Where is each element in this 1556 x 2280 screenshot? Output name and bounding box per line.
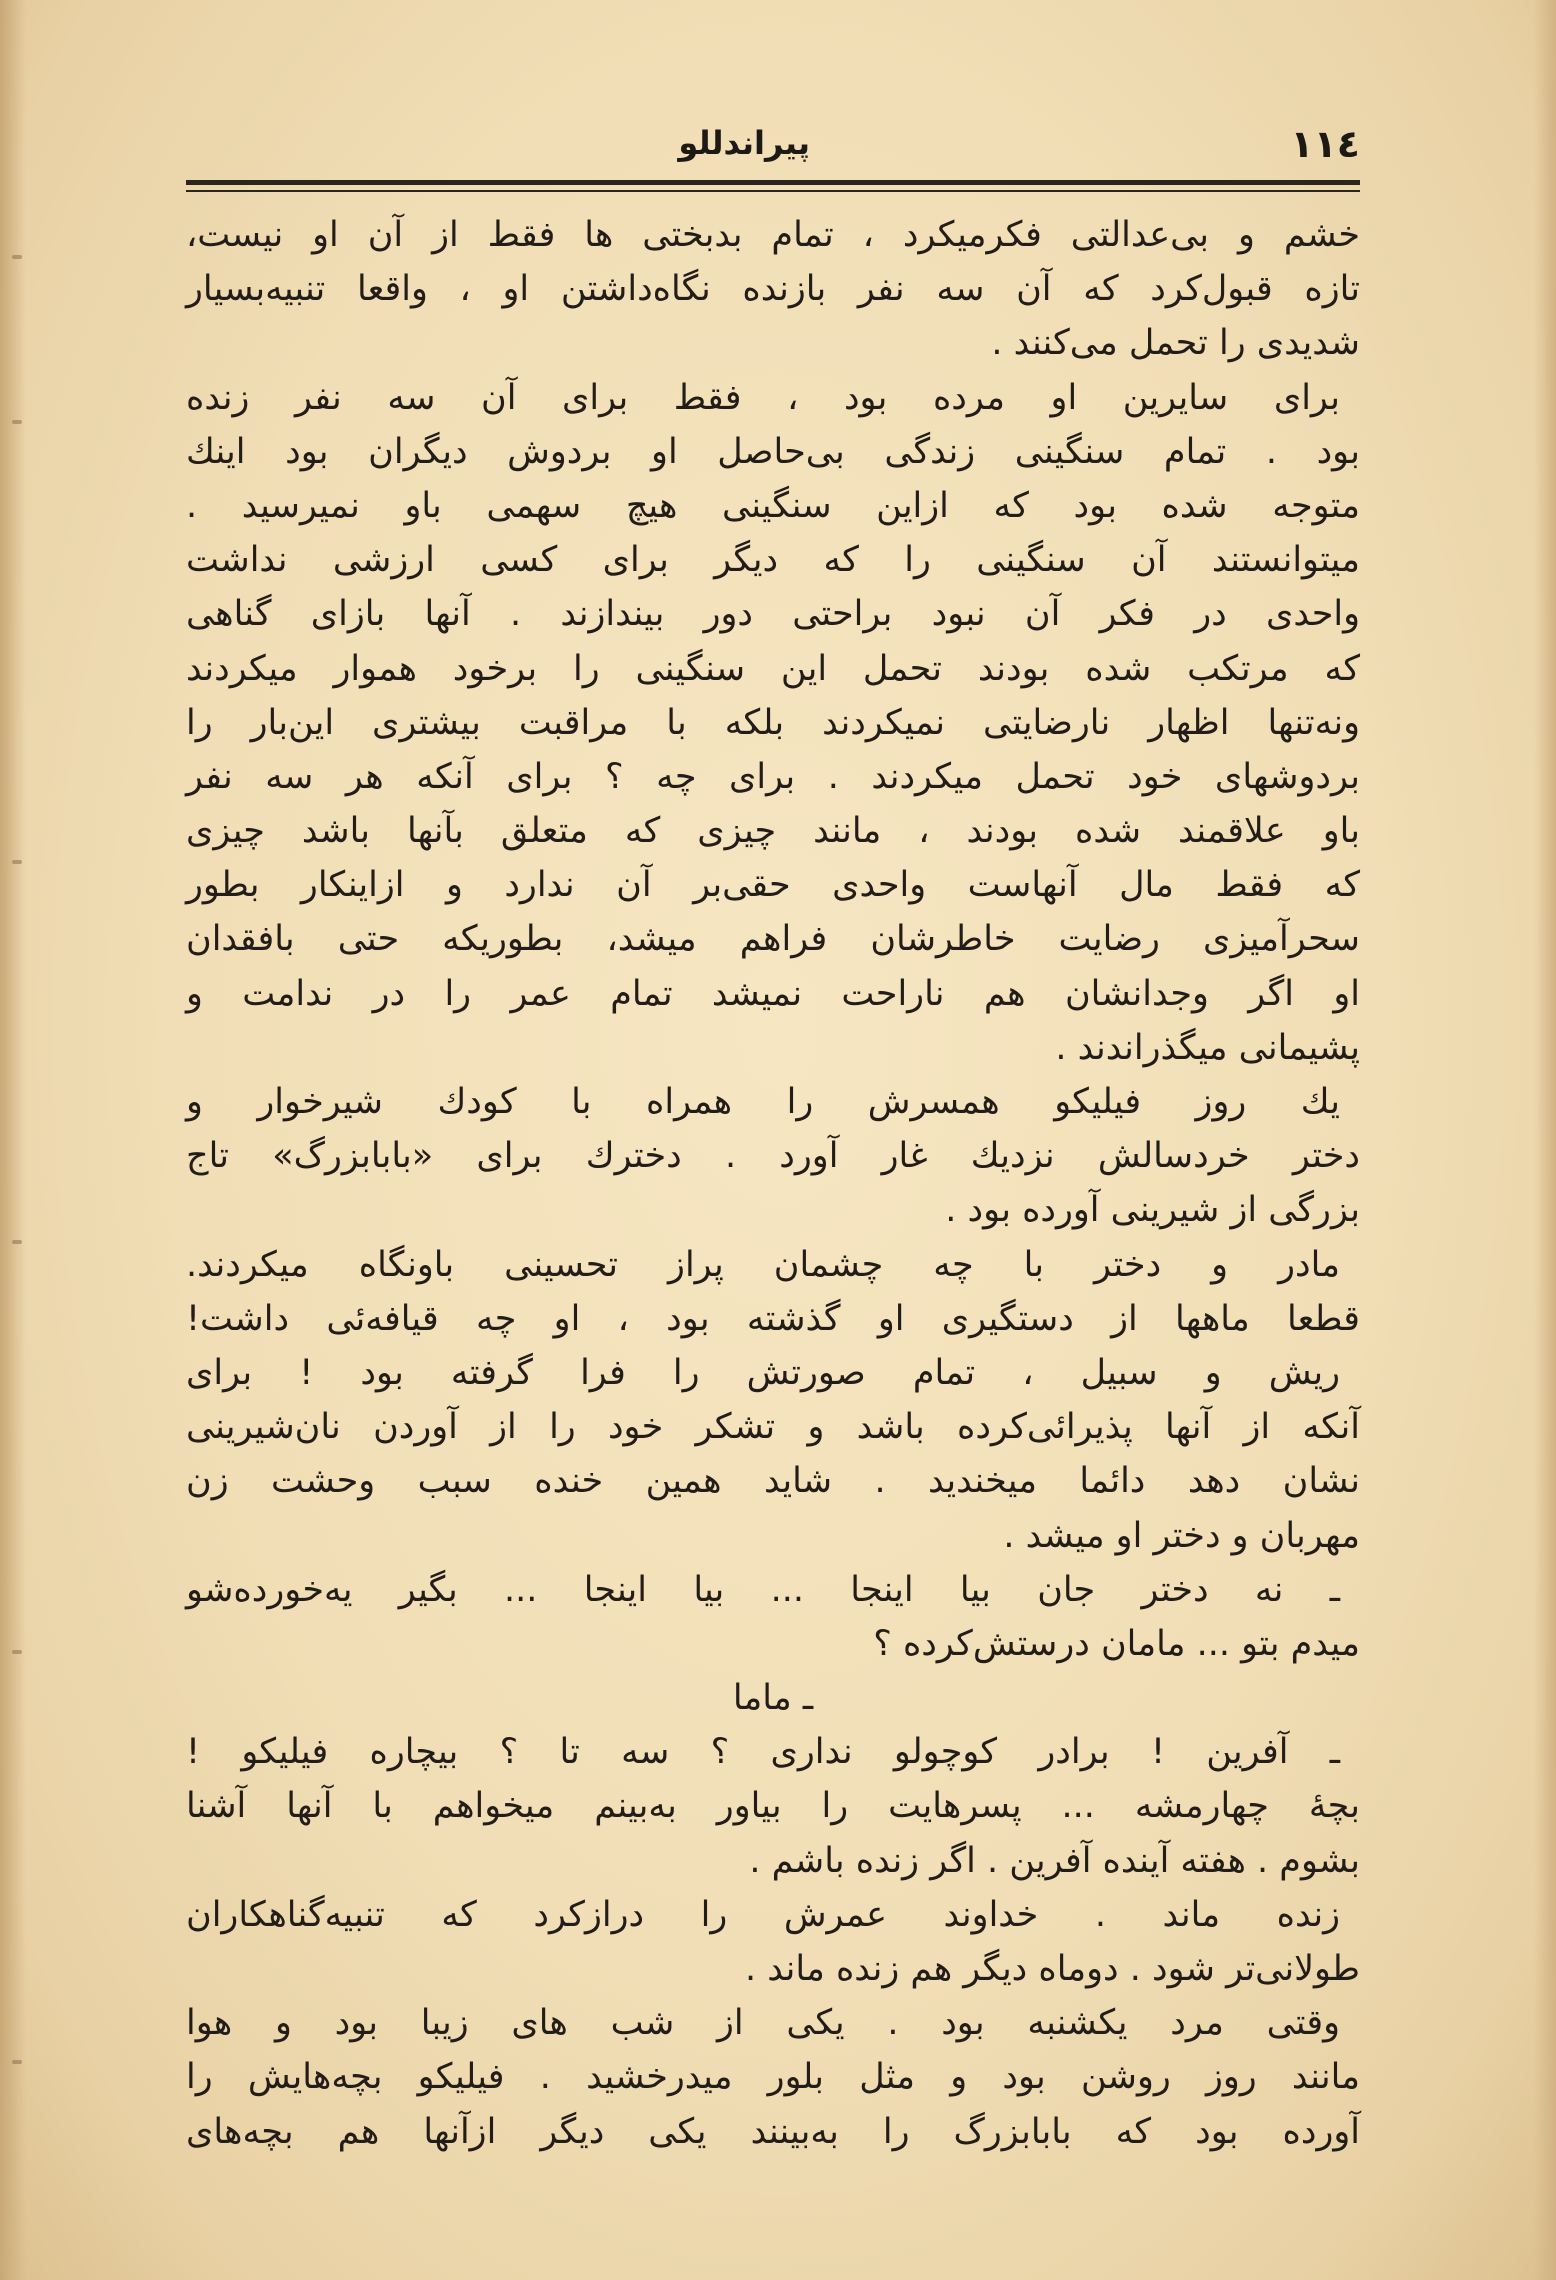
text-line: یك روز فیلیکو همسرش را همراه با کودك شیرخوار و [186,1082,1340,1122]
text-line: تازه قبول‌کرد که آن سه نفر بازنده نگاه‌داشتن او ، واقعا تنبیه‌بسیار [186,269,1360,310]
margin-mark [12,1650,22,1654]
text-line: مادر و دختر با چه چشمان پراز تحسینی باونگاه میکردند. [186,1244,1340,1285]
text-line: مهربان و دختر او میشد . [1003,1515,1360,1556]
text-line: ـ نه دختر جان بیا اینجا ... بیا اینجا ... بگیر یه‌خورده‌شو [186,1569,1340,1610]
text-line: او اگر وجدانشان هم ناراحت نمیشد تمام عمر را در ندامت و [186,973,1360,1014]
text-line: ـ آفرین ! برادر کوچولو نداری ؟ سه تا ؟ بیچاره فیلیکو ! [186,1732,1340,1773]
text-line: ـ ماما [732,1678,814,1719]
text-line: سحرآمیزی رضایت خاطرشان فراهم میشد، بطوریکه حتی بافقدان [186,919,1360,960]
text-line: زنده ماند . خداوند عمرش را درازکرد که تنبیه‌گناهکاران [186,1894,1340,1935]
text-line: شدیدی را تحمل می‌کنند . [991,323,1360,364]
page-number: ۱۱٤ [1290,122,1360,166]
text-line: پشیمانی میگذراندند . [1055,1027,1360,1068]
text-line: میدم بتو ... مامان درستش‌کرده ؟ [873,1623,1360,1664]
body-text [186,208,1360,2159]
header-rule-thick [186,180,1360,185]
text-line: متوجه شده بود که ازاین سنگینی هیچ سهمی باو نمیرسید . [186,485,1360,526]
margin-mark [12,860,22,864]
text-line: نشان دهد دائما میخندید . شاید همین خنده سبب وحشت زن [186,1461,1360,1502]
text-line: که فقط مال آنهاست واحدی حقی‌بر آن ندارد و ازاینکار بطور [186,865,1360,906]
text-line: برای سایرین او مرده بود ، فقط برای آن سه نفر زنده [186,377,1340,418]
text-line: آورده بود که بابابزرگ را به‌بینند یکی دیگر ازآنها هم بچه‌های [186,2111,1360,2152]
text-line: بزرگی از شیرینی آورده بود . [945,1190,1360,1231]
text-line: قطعا ماهها از دستگیری او گذشته بود ، او چه قیافه‌ئی داشت! [186,1298,1360,1339]
text-line: باو علاقمند شده بودند ، مانند چیزی که متعلق بآنها باشد چیزی [186,811,1360,852]
text-line: بود . تمام سنگینی زندگی بی‌حاصل او بردوش دیگران بود اینك [186,431,1360,472]
margin-mark [12,2060,22,2064]
margin-mark [12,1240,22,1244]
text-line: ونه‌تنها اظهار نارضایتی نمیکردند بلکه با مراقبت بیشتری این‌بار را [186,702,1360,743]
text-line: خشم و بی‌عدالتی فکرمیکرد ، تمام بدبختی ها فقط از آن او نیست، [186,215,1360,255]
header-rule-thin [186,190,1360,192]
text-line: بشوم . هفته آینده آفرین . اگر زنده باشم . [749,1840,1360,1881]
page-edge-right [1534,0,1556,2280]
page-edge-left [0,0,26,2280]
text-line: آنکه از آنها پذیرائی‌کرده باشد و تشکر خود را از آوردن نان‌شیرینی [186,1407,1360,1448]
text-line: که مرتکب شده بودند تحمل این سنگینی را برخود هموار میکردند [186,648,1360,689]
running-title: پيراندللو [678,124,810,162]
text-line: وقتی مرد یکشنبه بود . یکی از شب های زیبا بود و هوا [186,2003,1340,2044]
margin-mark [12,420,22,424]
text-line: ریش و سبیل ، تمام صورتش را فرا گرفته بود ! برای [186,1352,1340,1393]
text-line: مانند روز روشن بود و مثل بلور میدرخشید . فیلیکو بچه‌هایش را [186,2057,1360,2098]
margin-mark [12,255,22,259]
text-line: بردوشهای خود تحمل میکردند . برای چه ؟ برای آنکه هر سه نفر [186,756,1360,797]
text-line: دختر خردسالش نزدیك غار آورد . دخترك برای «بابابزرگ» تاج [186,1136,1360,1177]
text-line: بچهٔ چهارمشه ... پسرهایت را بیاور به‌بینم میخواهم با آنها آشنا [186,1786,1360,1827]
text-line: میتوانستند آن سنگینی را که دیگر برای کسی ارزشی نداشت [186,540,1360,581]
page-header [186,122,1360,178]
text-line: واحدی در فکر آن نبود براحتی دور بیندازند . آنها بازای گناهی [186,594,1360,635]
text-line: طولانی‌تر شود . دوماه دیگر هم زنده ماند . [745,1949,1360,1989]
